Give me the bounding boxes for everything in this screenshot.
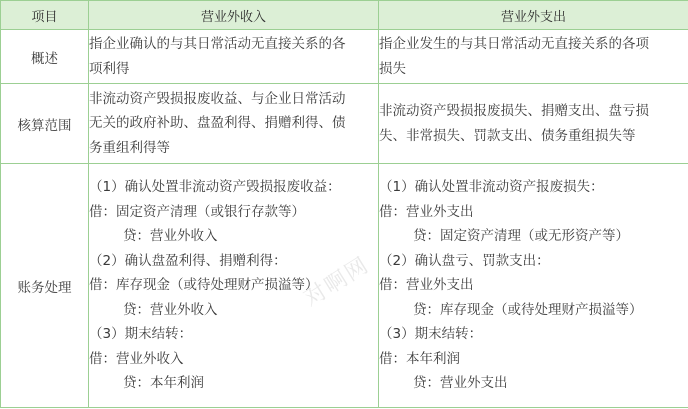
watermark: 对啊网: [299, 252, 375, 312]
header-item: 项目: [1, 1, 89, 30]
text-line: （2）确认盘盈利得、捐赠利得：: [89, 252, 287, 269]
text-line: 项利得: [89, 60, 130, 77]
text-line: 借：营业外收入: [89, 350, 184, 367]
text-line: （2）确认盘亏、罚款支出：: [379, 252, 550, 269]
text-line: 贷：库存现金（或待处理财产损溢等）: [413, 301, 643, 318]
row-overview: [1, 30, 688, 84]
text-line: （1）确认处置非流动资产毁损报废收益：: [89, 179, 341, 196]
header-row: [1, 1, 688, 30]
text-line: 损失: [379, 60, 406, 77]
overview-income: [89, 30, 379, 84]
text-line: 指企业确认的与其日常活动无直接关系的各: [89, 36, 346, 52]
row-accounting: [1, 164, 688, 408]
text-line: （1）确认处置非流动资产报废损失：: [379, 179, 604, 196]
text-line: 无关的政府补助、盘盈利得、捐赠利得、债: [89, 115, 346, 132]
row-label-accounting: 账务处理: [1, 164, 89, 408]
text-line: 借：库存现金（或待处理财产损溢等）: [89, 277, 319, 294]
text-line: 失、非常损失、罚款支出、债务重组损失等: [379, 127, 636, 144]
header-income: 营业外收入: [89, 1, 379, 30]
text-line: 务重组利得等: [89, 139, 170, 156]
header-expense: 营业外支出: [379, 1, 688, 30]
text-line: 贷：营业外支出: [413, 375, 508, 392]
text-line: 非流动资产毁损报废损失、捐赠支出、盘亏损: [379, 103, 649, 119]
overview-expense: [379, 30, 688, 84]
accounting-expense: [379, 164, 688, 408]
text-line: 借：营业外支出: [379, 277, 474, 294]
row-label-scope: 核算范围: [1, 84, 89, 164]
text-line: 借：营业外支出: [379, 203, 474, 220]
accounting-income: [89, 164, 379, 408]
text-line: 贷：本年利润: [123, 375, 204, 392]
text-line: 指企业发生的与其日常活动无直接关系的各项: [379, 36, 649, 52]
text-line: 借：本年利润: [379, 350, 460, 367]
row-scope: [1, 84, 688, 164]
text-line: 非流动资产毁损报废收益、与企业日常活动: [89, 90, 346, 107]
text-line: 贷：营业外收入: [123, 301, 218, 318]
text-line: （3）期末结转：: [89, 326, 193, 343]
text-line: 贷：固定资产清理（或无形资产等）: [413, 228, 629, 245]
text-line: 借：固定资产清理（或银行存款等）: [89, 203, 305, 220]
scope-income: [89, 84, 379, 164]
scope-expense: [379, 84, 688, 164]
text-line: （3）期末结转：: [379, 326, 483, 343]
text-line: 贷：营业外收入: [123, 228, 218, 245]
row-label-overview: 概述: [1, 30, 89, 84]
